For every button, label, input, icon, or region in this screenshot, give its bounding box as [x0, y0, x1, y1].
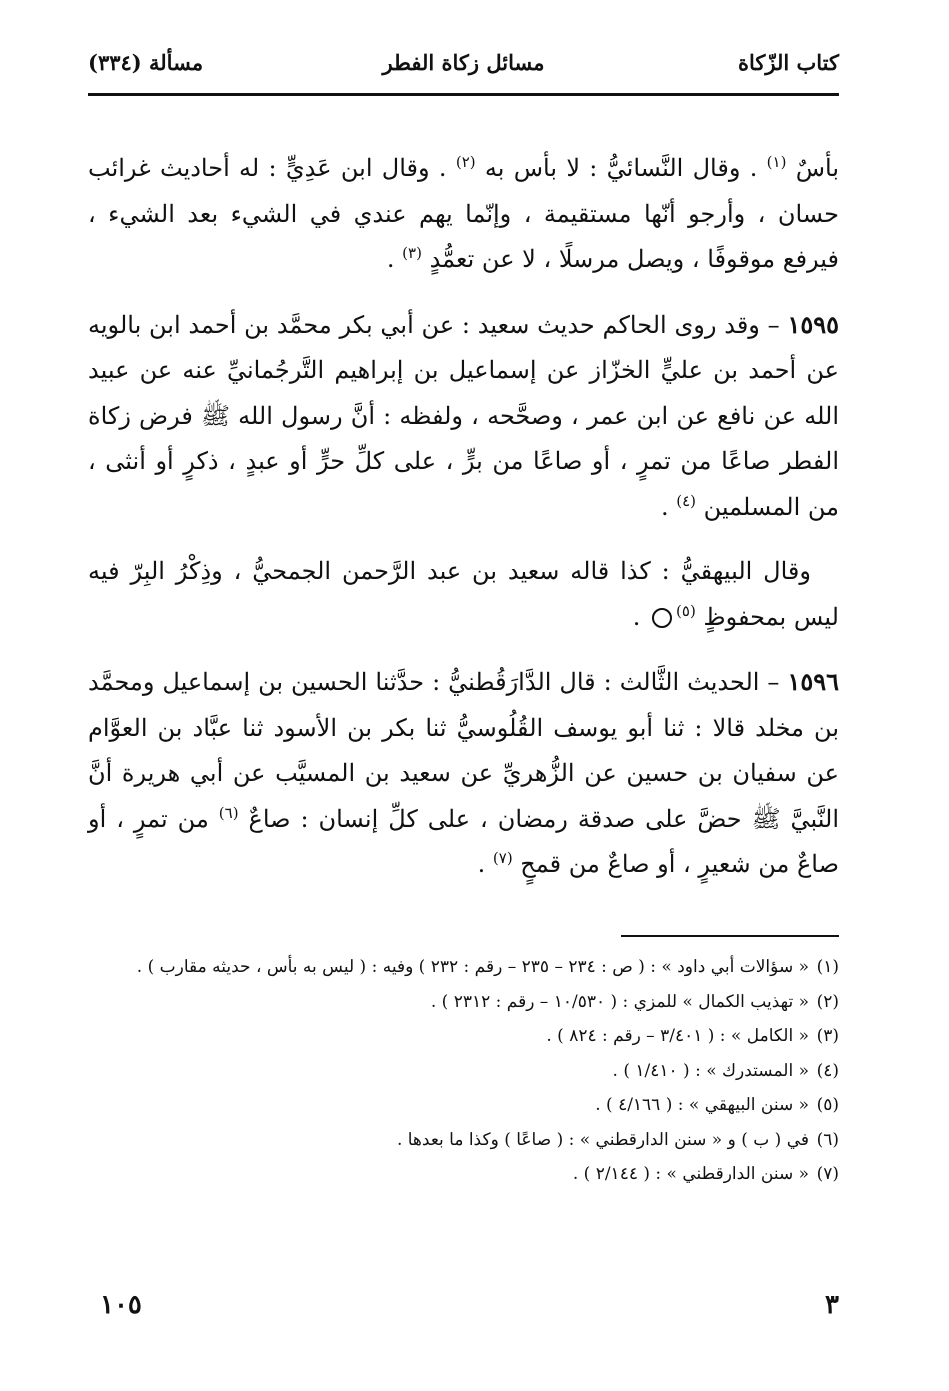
footnote-reference[interactable]: (٥)	[676, 601, 696, 620]
footnote	[88, 1123, 839, 1158]
footnote-text: « تهذيب الكمال » للمزي : ( ١٠/٥٣٠ – رقم : ٢٣١٢ ) .	[430, 991, 809, 1012]
footnote-text: « المستدرك » : ( ١/٤١٠ ) .	[612, 1060, 809, 1081]
footnote	[88, 1088, 839, 1123]
paragraph-text: – وقد روى الحاكم حديث سعيد : عن أبي بكر محمَّد بن أحمد ابن بالويه عن أحمد بن عليٍّ الخزّاز عن إسماعيل بن إبراهيم التَّرجُمانيِّ عنه عن عبيد الله عن نافع عن ابن عمر ، وصحَّحه ، ولفظه : أنَّ رسول الله ﷺ فرض زكاة الفطر صاعًا من تمرٍ ، أو صاعًا من برٍّ ، على كلِّ حرٍّ أو عبدٍ ، ذكرٍ أو أنثى ، من المسلمين	[88, 310, 839, 521]
paragraph-text: . وقال ابن عَدِيٍّ : له أحاديث غرائب حسان ، وأرجو أنّها مستقيمة ، وإنّما يهم عندي في الشيء بعد الشيء ، فيرفع موقوفًا ، ويصل مرسلًا ، لا عن تعمُّدٍ	[88, 154, 839, 273]
footnote-text: « سنن الدارقطني » : ( ٢/١٤٤ ) .	[572, 1164, 809, 1184]
paragraph	[88, 549, 839, 640]
paragraph-text: .	[386, 245, 403, 273]
footnote-reference[interactable]: (١)	[766, 153, 787, 171]
page-number: ١٠٥	[100, 1290, 142, 1320]
paragraph	[88, 146, 839, 283]
paragraph-text: .	[660, 492, 677, 521]
paragraph-text: بأسٌ	[786, 154, 840, 182]
paragraph	[88, 302, 839, 531]
footnote-number: (٥)	[816, 1095, 839, 1115]
footnote	[88, 1157, 839, 1192]
paragraph	[88, 659, 839, 888]
footnote	[88, 1054, 839, 1089]
paragraph-text: .	[477, 850, 493, 878]
footnote-text: « سنن البيهقي » : ( ٤/١٦٦ ) .	[595, 1095, 809, 1115]
footnote-number: (٤)	[816, 1060, 839, 1081]
footnote-number: (٢)	[816, 991, 839, 1012]
hadith-number: ١٥٩٥	[787, 309, 839, 339]
footnote-number: (١)	[816, 957, 839, 977]
footnote	[88, 985, 839, 1020]
footnote-text: « سؤالات أبي داود » : ( ص : ٢٣٤ – ٢٣٥ – رقم : ٢٣٢ ) وفيه : ( ليس به بأس ، حديثه مقارب ) .	[136, 957, 809, 977]
footnote-divider	[621, 935, 839, 937]
hadith-number: ١٥٩٦	[787, 667, 839, 696]
footnote-reference[interactable]: (٣)	[402, 244, 422, 262]
section-end-circle-icon	[652, 608, 672, 628]
footnote-number: (٧)	[816, 1164, 839, 1184]
footnote-reference[interactable]: (٧)	[492, 849, 513, 867]
footnote-number: (٦)	[816, 1129, 839, 1150]
footnote	[88, 950, 839, 985]
running-header	[88, 50, 839, 86]
footnote	[88, 1019, 839, 1054]
issue-label: مسألة (٣٣٤)	[88, 50, 204, 75]
book-title: كتاب الزّكاة	[737, 50, 839, 75]
footnotes-section	[88, 950, 839, 1192]
paragraph-text: .	[632, 602, 649, 631]
footnote-reference[interactable]: (٤)	[676, 491, 697, 510]
chapter-title: مسائل زكاة الفطر	[382, 50, 545, 75]
paragraph-text: . وقال النَّسائيُّ : لا بأس به	[475, 154, 767, 182]
paragraph-text: – الحديث الثَّالث : قال الدَّارَقُطنيُّ : حدَّثنا الحسين بن إسماعيل ومحمَّد بن مخلد قالا : ثنا أبو يوسف القُلُوسيُّ ثنا بكر بن الأسود ثنا عبَّاد بن العوَّام عن سفيان بن حسين عن الزُّهريِّ عن سعيد بن المسيَّب عن أبي هريرة أنَّ النَّبيَّ ﷺ حضَّ على صدقة رمضان ، على كلِّ إنسان : صاعٌ	[88, 668, 839, 833]
header-divider	[88, 93, 839, 96]
paragraph-text: من تمرٍ ، أو صاعٌ من شعيرٍ ، أو صاعٌ من قمحٍ	[88, 804, 839, 878]
volume-number: ٣	[825, 1290, 839, 1320]
footnote-reference[interactable]: (٢)	[455, 153, 476, 171]
footnote-reference[interactable]: (٦)	[218, 803, 239, 822]
page-footer	[88, 1290, 839, 1330]
footnote-text: « الكامل » : ( ٣/٤٠١ – رقم : ٨٢٤ ) .	[546, 1026, 809, 1046]
main-text	[88, 146, 839, 907]
paragraph-text: وقال البيهقيُّ : كذا قاله سعيد بن عبد الرَّحمن الجمحيُّ ، وذِكْرُ البِرّ فيه ليس بمحفوظٍ	[88, 557, 839, 631]
footnote-number: (٣)	[816, 1026, 839, 1046]
footnote-text: في ( ب ) و « سنن الدارقطني » : ( صاعًا ) وكذا ما بعدها .	[396, 1129, 809, 1150]
